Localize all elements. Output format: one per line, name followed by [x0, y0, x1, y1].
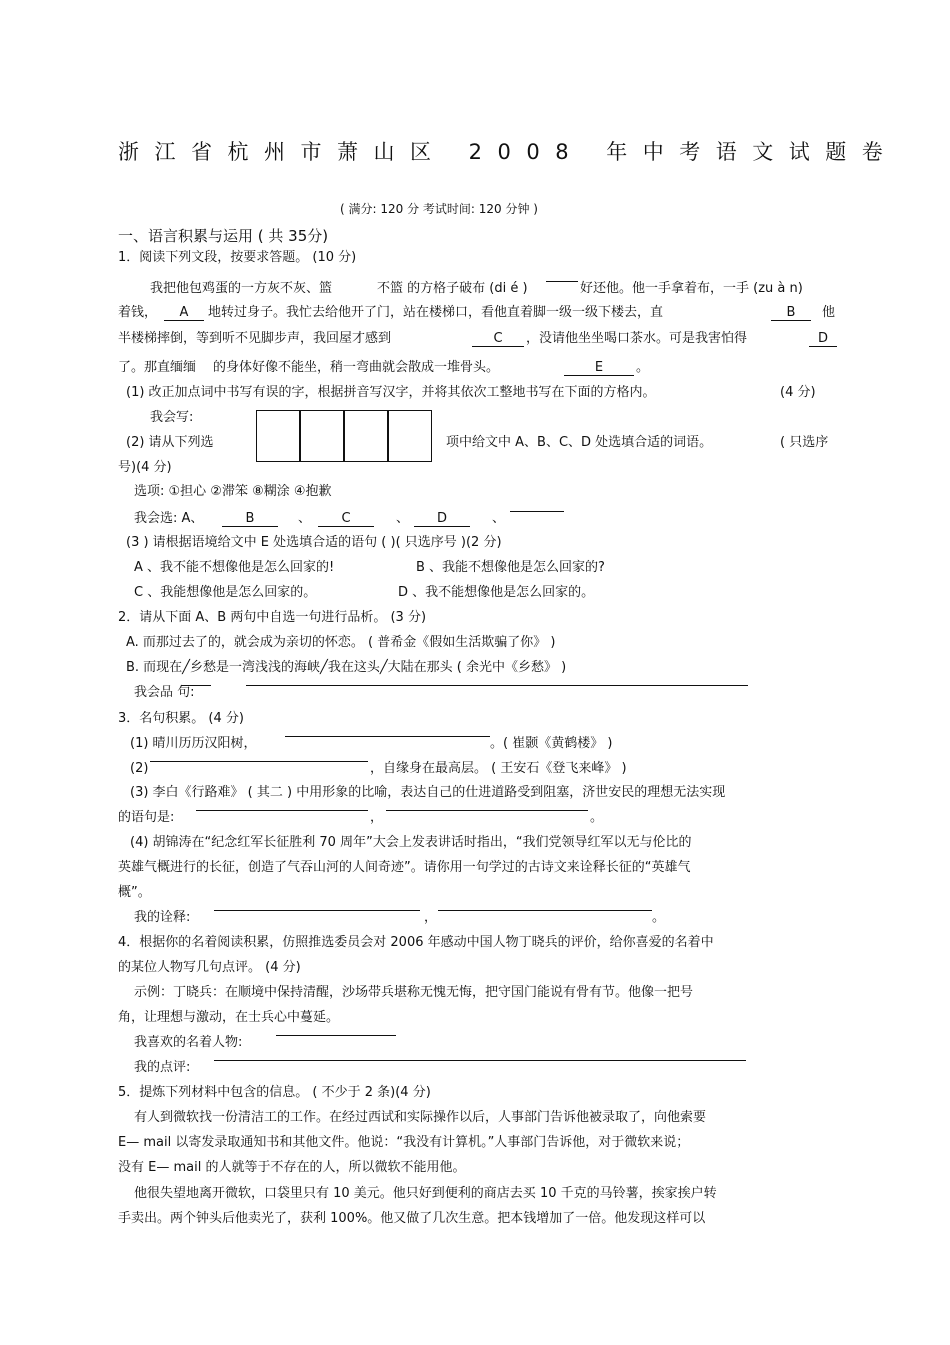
q1-heading: 1．阅读下列文段，按要求答题。 (10 分) [118, 250, 357, 265]
q3-line4a: (4) 胡锦涛在“纪念红军长征胜利 70 周年”大会上发表讲话时指出，“我们党领导红军以无与伦比的 [130, 835, 692, 850]
q1-choice-e[interactable] [510, 511, 564, 512]
q3-blank3b[interactable] [386, 810, 588, 811]
q3-line4c: 概”。 [118, 885, 151, 900]
q1-passage-line1a: 我把他包鸡蛋的一方灰不灰、篮 [150, 281, 333, 296]
q1-blank-e[interactable]: E [564, 360, 634, 376]
q3-blank1[interactable] [285, 736, 490, 737]
q1-blank-a[interactable]: A [164, 305, 204, 321]
q3-line4b: 英雄气概进行的长征，创造了气吞山河的人间奇迹”。请你用一句学过的古诗文来诠释长征的“英雄气 [118, 860, 691, 875]
q3-heading: 3．名句积累。 (4 分) [118, 711, 244, 726]
q1-sub2c: ( 只选序 [780, 435, 829, 450]
q1-passage-line2a: 着钱， [118, 305, 158, 320]
q1-passage-line4b: 的身体好像不能坐，稍一弯曲就会散成一堆骨头。 [213, 360, 500, 375]
q3-period2: 。 [652, 910, 666, 925]
q5-text5: 手卖出。两个钟头后他卖光了，获利 100%。他又做了几次生意。把本钱增加了一倍。他发现这样可以 [118, 1211, 706, 1226]
q1-write-label: 我会写: [150, 410, 194, 425]
q1-choice-d[interactable]: D [414, 511, 470, 527]
q1-passage-line1c: 好还他。他一手拿着布，一手 (zu à n) [580, 281, 803, 296]
q1-blank-b[interactable]: B [771, 305, 811, 321]
q3-interpret-label: 我的诠释: [134, 910, 191, 925]
q1-sub2d: 号)(4 分) [118, 460, 172, 475]
q4-comment-label: 我的点评: [134, 1060, 191, 1075]
q2-sentence-a: A. 而那过去了的，就会成为亲切的怀恋。 ( 普希金《假如生活欺骗了你》 ) [126, 635, 556, 650]
q5-heading: 5．提炼下列材料中包含的信息。 ( 不少于 2 条)(4 分) [118, 1085, 431, 1100]
q4-example1: 示例：丁晓兵：在顺境中保持清醒，沙场带兵堪称无愧无悔，把守国门能说有骨有节。他像一把号 [134, 985, 694, 1000]
q2-sentence-b: B. 而现在╱乡愁是一湾浅浅的海峡╱我在这头╱大陆在那头 ( 余光中《乡愁》 ) [126, 660, 567, 675]
q1-choose-label: 我会选: A、 [134, 511, 204, 526]
q1-passage-line4c: 。 [636, 360, 650, 375]
q3-comma: ， [370, 810, 384, 825]
q5-text4: 他很失望地离开微软，口袋里只有 10 美元。他只好到便利的商店去买 10 千克的马铃薯，挨家挨户转 [134, 1186, 717, 1201]
q3-line2-source: ，自缘身在最高层。 ( 王安石《登飞来峰》 ) [370, 761, 627, 776]
q3-blank4b[interactable] [438, 910, 652, 911]
q3-period: 。 [590, 810, 604, 825]
q1-sub3: (3 ) 请根据语境给文中 E 处选填合适的语句 ( )( 只选序号 )(2 分) [126, 535, 502, 550]
q3-line1: (1) 晴川历历汉阳树， [130, 736, 257, 751]
q1-blank-c[interactable]: C [472, 331, 524, 347]
q4-fav-answer[interactable] [276, 1035, 396, 1036]
q4-comment-answer[interactable] [214, 1060, 746, 1061]
writing-grid [256, 410, 432, 462]
q1-blank-diao[interactable] [546, 281, 578, 282]
q1-sub2b: 项中给文中 A、B、C、D 处选填合适的词语。 [446, 435, 713, 450]
q4-example2: 角，让理想与激动，在士兵心中蔓延。 [118, 1010, 340, 1025]
q1-sub1: (1) 改正加点词中书写有误的字，根据拼音写汉字，并将其依次工整地书写在下面的方格内。 [126, 385, 656, 400]
q1-choice-b[interactable]: B [222, 511, 278, 527]
q1-passage-line2c: 他 [822, 305, 836, 320]
q3-blank4a[interactable] [214, 910, 420, 911]
q4-heading2: 的某位人物写几句点评。 (4 分) [118, 960, 301, 975]
q1-option-a: A 、我不能不想像他是怎么回家的! [134, 560, 335, 575]
grid-cell-3[interactable] [344, 410, 389, 462]
q1-passage-line3a: 半楼梯摔倒，等到听不见脚步声，我回屋才感到 [118, 331, 392, 346]
q1-option-b: B 、我能不想像他是怎么回家的? [416, 560, 605, 575]
q3-comma2: ， [424, 910, 438, 925]
q4-fav-label: 我喜欢的名着人物: [134, 1035, 243, 1050]
q1-passage-line2b: 地转过身子。我忙去给他开了门，站在楼梯口，看他直着脚一级一级下楼去，直 [208, 305, 664, 320]
q2-sentence-choice[interactable] [181, 685, 211, 686]
q3-line2: (2) [130, 761, 149, 776]
q5-text3: 没有 E— mail 的人就等于不存在的人，所以微软不能用他。 [118, 1160, 466, 1175]
q1-passage-line3b: ，没请他坐坐喝口茶水。可是我害怕得 [526, 331, 748, 346]
q1-passage-line1b: 不篮 的方格子破布 (di é ) [377, 281, 528, 296]
q2-answer-label: 我会品 句: [134, 685, 195, 700]
q2-heading: 2．请从下面 A、B 两句中自选一句进行品析。 (3 分) [118, 610, 427, 625]
exam-info: ( 满分: 120 分 考试时间: 120 分钟 ) [340, 202, 538, 216]
section-heading: 一、语言积累与运用 ( 共 35分) [118, 227, 329, 245]
q1-option-d: D 、我不能想像他是怎么回家的。 [398, 585, 595, 600]
q3-line3b: 的语句是: [118, 810, 175, 825]
q3-blank2[interactable] [150, 761, 368, 762]
q4-heading: 4．根据你的名着阅读积累，仿照推选委员会对 2006 年感动中国人物丁晓兵的评价，给你喜爱的名着中 [118, 935, 714, 950]
q5-text1: 有人到微软找一份清洁工的工作。在经过西试和实际操作以后，人事部门告诉他被录取了，向他索要 [134, 1110, 707, 1125]
q1-option-c: C 、我能想像他是怎么回家的。 [134, 585, 317, 600]
q3-blank3a[interactable] [196, 810, 368, 811]
grid-cell-4[interactable] [387, 410, 432, 462]
comma-2: 、 [396, 511, 410, 526]
grid-cell-1[interactable] [256, 410, 301, 462]
q3-line1-source: 。( 崔颢《黄鹤楼》 ) [490, 736, 613, 751]
q1-blank-d[interactable]: D [809, 331, 837, 347]
page-title: 浙江省杭州市萧山区 2008 年中考语文试题卷 [118, 140, 899, 164]
q1-options: 选项: ①担心 ②滞笨 ⑧糊涂 ④抱歉 [134, 484, 332, 499]
comma-3: 、 [492, 511, 506, 526]
q1-sub2a: (2) 请从下列选 [126, 435, 214, 450]
q1-choice-c[interactable]: C [318, 511, 374, 527]
grid-cell-2[interactable] [299, 410, 344, 462]
q5-text2: E— mail 以寄发录取通知书和其他文件。他说：“我没有计算机。”人事部门告诉他，对于微软来说； [118, 1135, 690, 1150]
q1-sub1-score: (4 分) [780, 385, 816, 400]
q3-line3: (3) 李白《行路难》 ( 其二 ) 中用形象的比喻，表达自己的仕进道路受到阻塞，济世安民的理想无法实现 [130, 785, 726, 800]
q2-answer-line[interactable] [246, 685, 748, 686]
q1-passage-line4a: 了。那直缅缅 [118, 360, 197, 375]
comma-1: 、 [298, 511, 312, 526]
